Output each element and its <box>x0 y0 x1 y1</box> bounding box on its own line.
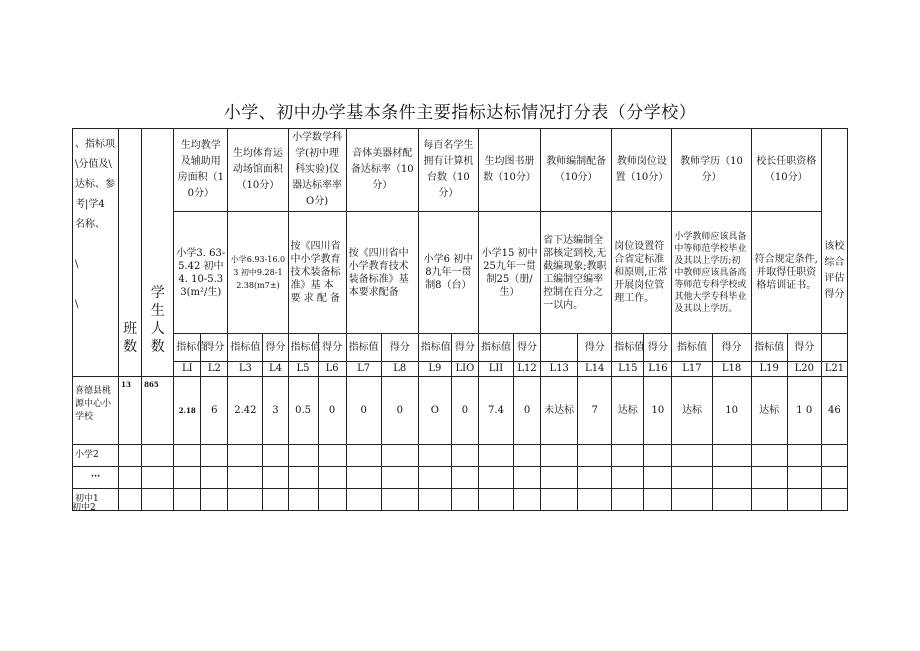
footer-row-label: 初中2 <box>72 503 96 513</box>
sub-header: 得分 <box>514 334 541 362</box>
header-art-equipment: 音体美器材配备达标率（10分） <box>346 129 418 212</box>
header-teaching-area: 生均教学及辅助用房面积（10分） <box>174 129 228 212</box>
column-code: L5 <box>288 362 318 377</box>
column-code: L15 <box>612 362 644 377</box>
table-cell: 达标 <box>751 377 787 445</box>
sub-header: 得分 <box>644 334 672 362</box>
sub-header: 指标值 <box>418 334 451 362</box>
sub-header: 指标值 <box>228 334 263 362</box>
row-label: 小学2 <box>73 445 119 467</box>
column-code: L9 <box>418 362 451 377</box>
standard-staffing: 省下达编制全部核定到校,无截编现象;教职工编制空编率控制在百分之一以内。 <box>541 212 612 334</box>
standard-qualifications: 小学教师应该具备中等师范学校毕业及其以上学历;初中教师应该具备高等师范专科学校或其他大学专科毕业及其以上学历。 <box>672 212 751 334</box>
table-row <box>73 377 848 445</box>
column-code: L20 <box>787 362 821 377</box>
standard-principal: 符合规定条件,并取得任职资格培训证书。 <box>751 212 821 334</box>
table-cell: 3 <box>263 377 288 445</box>
table-cell: 2.42 <box>228 377 263 445</box>
column-code: L8 <box>381 362 418 377</box>
standard-books: 小学15 初中25九年一贯制25（册/生） <box>478 212 540 334</box>
table-cell: 7.4 <box>478 377 513 445</box>
standard-sports-area: 小学6.93-16.03 初中9.28-12.38(m7±) <box>228 212 288 334</box>
header-sports-area: 生均体育运动场馆面积（10分） <box>228 129 288 212</box>
header-principal: 校长任职资格（10分） <box>751 129 821 212</box>
student-count-header: 学 生 人数 <box>142 129 174 377</box>
column-code: L6 <box>318 362 346 377</box>
table-cell: 未达标 <box>541 377 578 445</box>
table-cell: 1 0 <box>787 377 821 445</box>
column-code: L13 <box>541 362 578 377</box>
column-code: L7 <box>346 362 381 377</box>
standard-teaching-area: 小学3. 63-5.42 初中4. 10-5.33(m²/生) <box>174 212 228 334</box>
school-name: 喜德县桃源中心小学校 <box>73 377 119 445</box>
table-cell: 6 <box>201 377 228 445</box>
sub-header <box>821 334 847 362</box>
column-code: L16 <box>644 362 672 377</box>
standard-positions: 岗位设置符合省定标准和原则,正常开展岗位管理工作。 <box>612 212 672 334</box>
row-label: ··· <box>73 467 119 489</box>
corner-header: 、指标项 \分值及\ 达标、参 考|学4 名称、 \ \ <box>73 129 119 377</box>
class-count: 13 <box>119 377 142 445</box>
sub-header: 指标值 <box>751 334 787 362</box>
header-positions: 教师岗位设置（10分） <box>612 129 672 212</box>
table-cell: 46 <box>821 377 847 445</box>
sub-header: 得分 <box>201 334 228 362</box>
header-overall-score: 该校综合评估得分 <box>821 129 847 334</box>
column-code: L19 <box>751 362 787 377</box>
sub-header: 得分 <box>318 334 346 362</box>
column-code: L12 <box>514 362 541 377</box>
column-code: LIO <box>451 362 478 377</box>
column-code: L2 <box>201 362 228 377</box>
sub-header: 指标值 <box>672 334 712 362</box>
sub-header: 得分 <box>578 334 612 362</box>
column-code: LI <box>174 362 201 377</box>
table-row <box>73 489 848 511</box>
column-code: L14 <box>578 362 612 377</box>
sub-header: 指标值 <box>174 334 201 362</box>
table-cell: O <box>418 377 451 445</box>
sub-header: 得分 <box>787 334 821 362</box>
table-cell: 0 <box>451 377 478 445</box>
table-cell: 0 <box>346 377 381 445</box>
sub-header: 得分 <box>451 334 478 362</box>
table-cell: 达标 <box>672 377 712 445</box>
column-code: L21 <box>821 362 847 377</box>
table-cell: 7 <box>578 377 612 445</box>
sub-header: 得分 <box>263 334 288 362</box>
page-title: 小学、初中办学基本条件主要指标达标情况打分表（分学校） <box>223 103 697 123</box>
standard-computers: 小学6 初中8九年一贯制8（台） <box>418 212 478 334</box>
sub-header: 指标值 <box>346 334 381 362</box>
sub-header: 得分 <box>712 334 751 362</box>
column-code: L3 <box>228 362 263 377</box>
table-cell: 10 <box>712 377 751 445</box>
table-cell: 0 <box>514 377 541 445</box>
standard-lab-instruments: 按《四川省中小学教育技术装备标准》基 本 要 求 配 备 <box>288 212 346 334</box>
table-cell: 0.5 <box>288 377 318 445</box>
header-lab-instruments: 小学数学科学(初中理科实验)仪器达标率率O分) <box>288 129 346 212</box>
header-qualifications: 教师学历（10分） <box>672 129 751 212</box>
row-label: 初中1 <box>73 489 119 511</box>
table-cell: 10 <box>644 377 672 445</box>
standard-art-equipment: 按《四川省中小学教育技术装备标准》基本要求配备 <box>346 212 418 334</box>
table-cell: 2.18 <box>174 377 201 445</box>
score-table <box>72 128 848 511</box>
sub-header <box>541 334 578 362</box>
column-code: LII <box>478 362 513 377</box>
sub-header: 得分 <box>381 334 418 362</box>
student-count: 865 <box>142 377 174 445</box>
sub-header: 指标值 <box>478 334 513 362</box>
header-computers: 每百名学生拥有计算机台数（10分） <box>418 129 478 212</box>
column-code: L18 <box>712 362 751 377</box>
table-cell: 0 <box>381 377 418 445</box>
sub-header: 指标值 <box>612 334 644 362</box>
header-books: 生均图书册数（10分） <box>478 129 540 212</box>
column-code: L4 <box>263 362 288 377</box>
header-staffing: 教师编制配备（10分） <box>541 129 612 212</box>
table-cell: 达标 <box>612 377 644 445</box>
table-row <box>73 445 848 467</box>
class-count-header: 班 数 <box>119 129 142 377</box>
sub-header: 指标值 <box>288 334 318 362</box>
column-code: L17 <box>672 362 712 377</box>
table-row <box>73 467 848 489</box>
table-cell: 0 <box>318 377 346 445</box>
